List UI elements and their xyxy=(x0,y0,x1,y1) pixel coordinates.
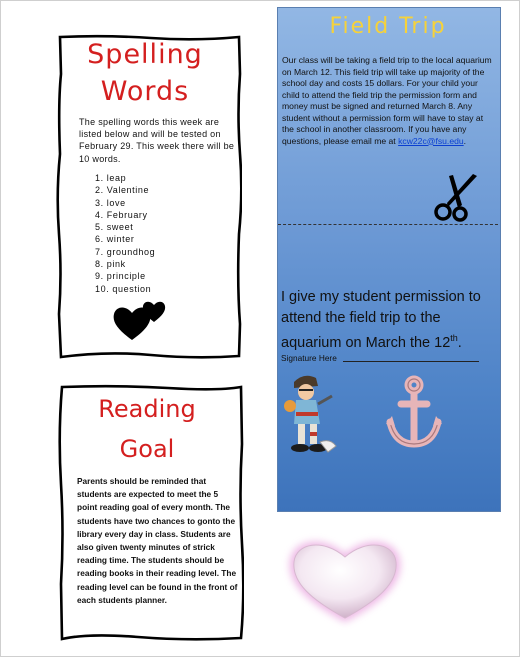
teacher-email-link[interactable]: kcw22c@fsu.edu xyxy=(398,135,464,146)
signature-line[interactable] xyxy=(343,361,479,362)
permission-superscript: th xyxy=(450,333,458,343)
spelling-word: 3. love xyxy=(95,197,126,208)
spelling-word-list xyxy=(95,172,155,295)
spelling-title-line1: Spelling xyxy=(87,39,203,70)
heart-icon xyxy=(278,522,412,632)
anchor-icon xyxy=(383,374,445,452)
permission-text: I give my student permission to attend the field trip to the aquarium on March the 12 xyxy=(281,289,481,351)
spelling-word: 5. sweet xyxy=(95,222,134,233)
spelling-title-line2: Words xyxy=(100,76,190,107)
scissors-icon xyxy=(433,172,485,222)
field-trip-body xyxy=(282,55,496,147)
spelling-intro: The spelling words this week are listed below and will be tested on February 29. This week there will be 10 words. xyxy=(79,117,235,164)
permission-statement xyxy=(281,287,495,353)
spelling-word: 1. leap xyxy=(95,173,127,183)
pirate-icon xyxy=(280,372,342,460)
reading-title-line2: Goal xyxy=(119,435,175,463)
field-trip-body-text: Our class will be taking a field trip to the local aquarium on March 12. This field trip will take up majority of the school day and costs 15 dollars. For your child your child to attend the field trip the permission form and money must be signed and returned March 8. Any student without a permission form will have to stay at the school in another classroom. If you have any questions, please email me at xyxy=(282,55,492,146)
permission-end: . xyxy=(457,334,462,351)
spelling-word: 6. winter xyxy=(95,234,135,245)
email-period: . xyxy=(463,135,467,146)
cut-line xyxy=(278,224,498,225)
spelling-word: 4. February xyxy=(95,209,148,220)
reading-title-line1: Reading xyxy=(98,395,196,423)
reading-goal-text: Parents should be reminded that students are expected to meet the 5 point reading goal of every month. The students have two chances to gonto the library every day in class. Students are also given twenty minutes of strick reading time. The students should be reading books in their reading level. The reading level can be found in the front of each students planner. xyxy=(77,476,238,605)
field-trip-title: Field Trip xyxy=(329,14,447,39)
spelling-word: 9. principle xyxy=(95,271,146,282)
spelling-word: 7. groundhog xyxy=(95,246,156,257)
spelling-word: 10. question xyxy=(95,283,152,294)
spelling-word: 8. pink xyxy=(95,259,126,270)
spelling-word: 2. Valentine xyxy=(95,185,150,196)
hearts-icon xyxy=(112,296,168,344)
signature-label: Signature Here xyxy=(281,353,337,363)
signature-row xyxy=(281,353,495,363)
